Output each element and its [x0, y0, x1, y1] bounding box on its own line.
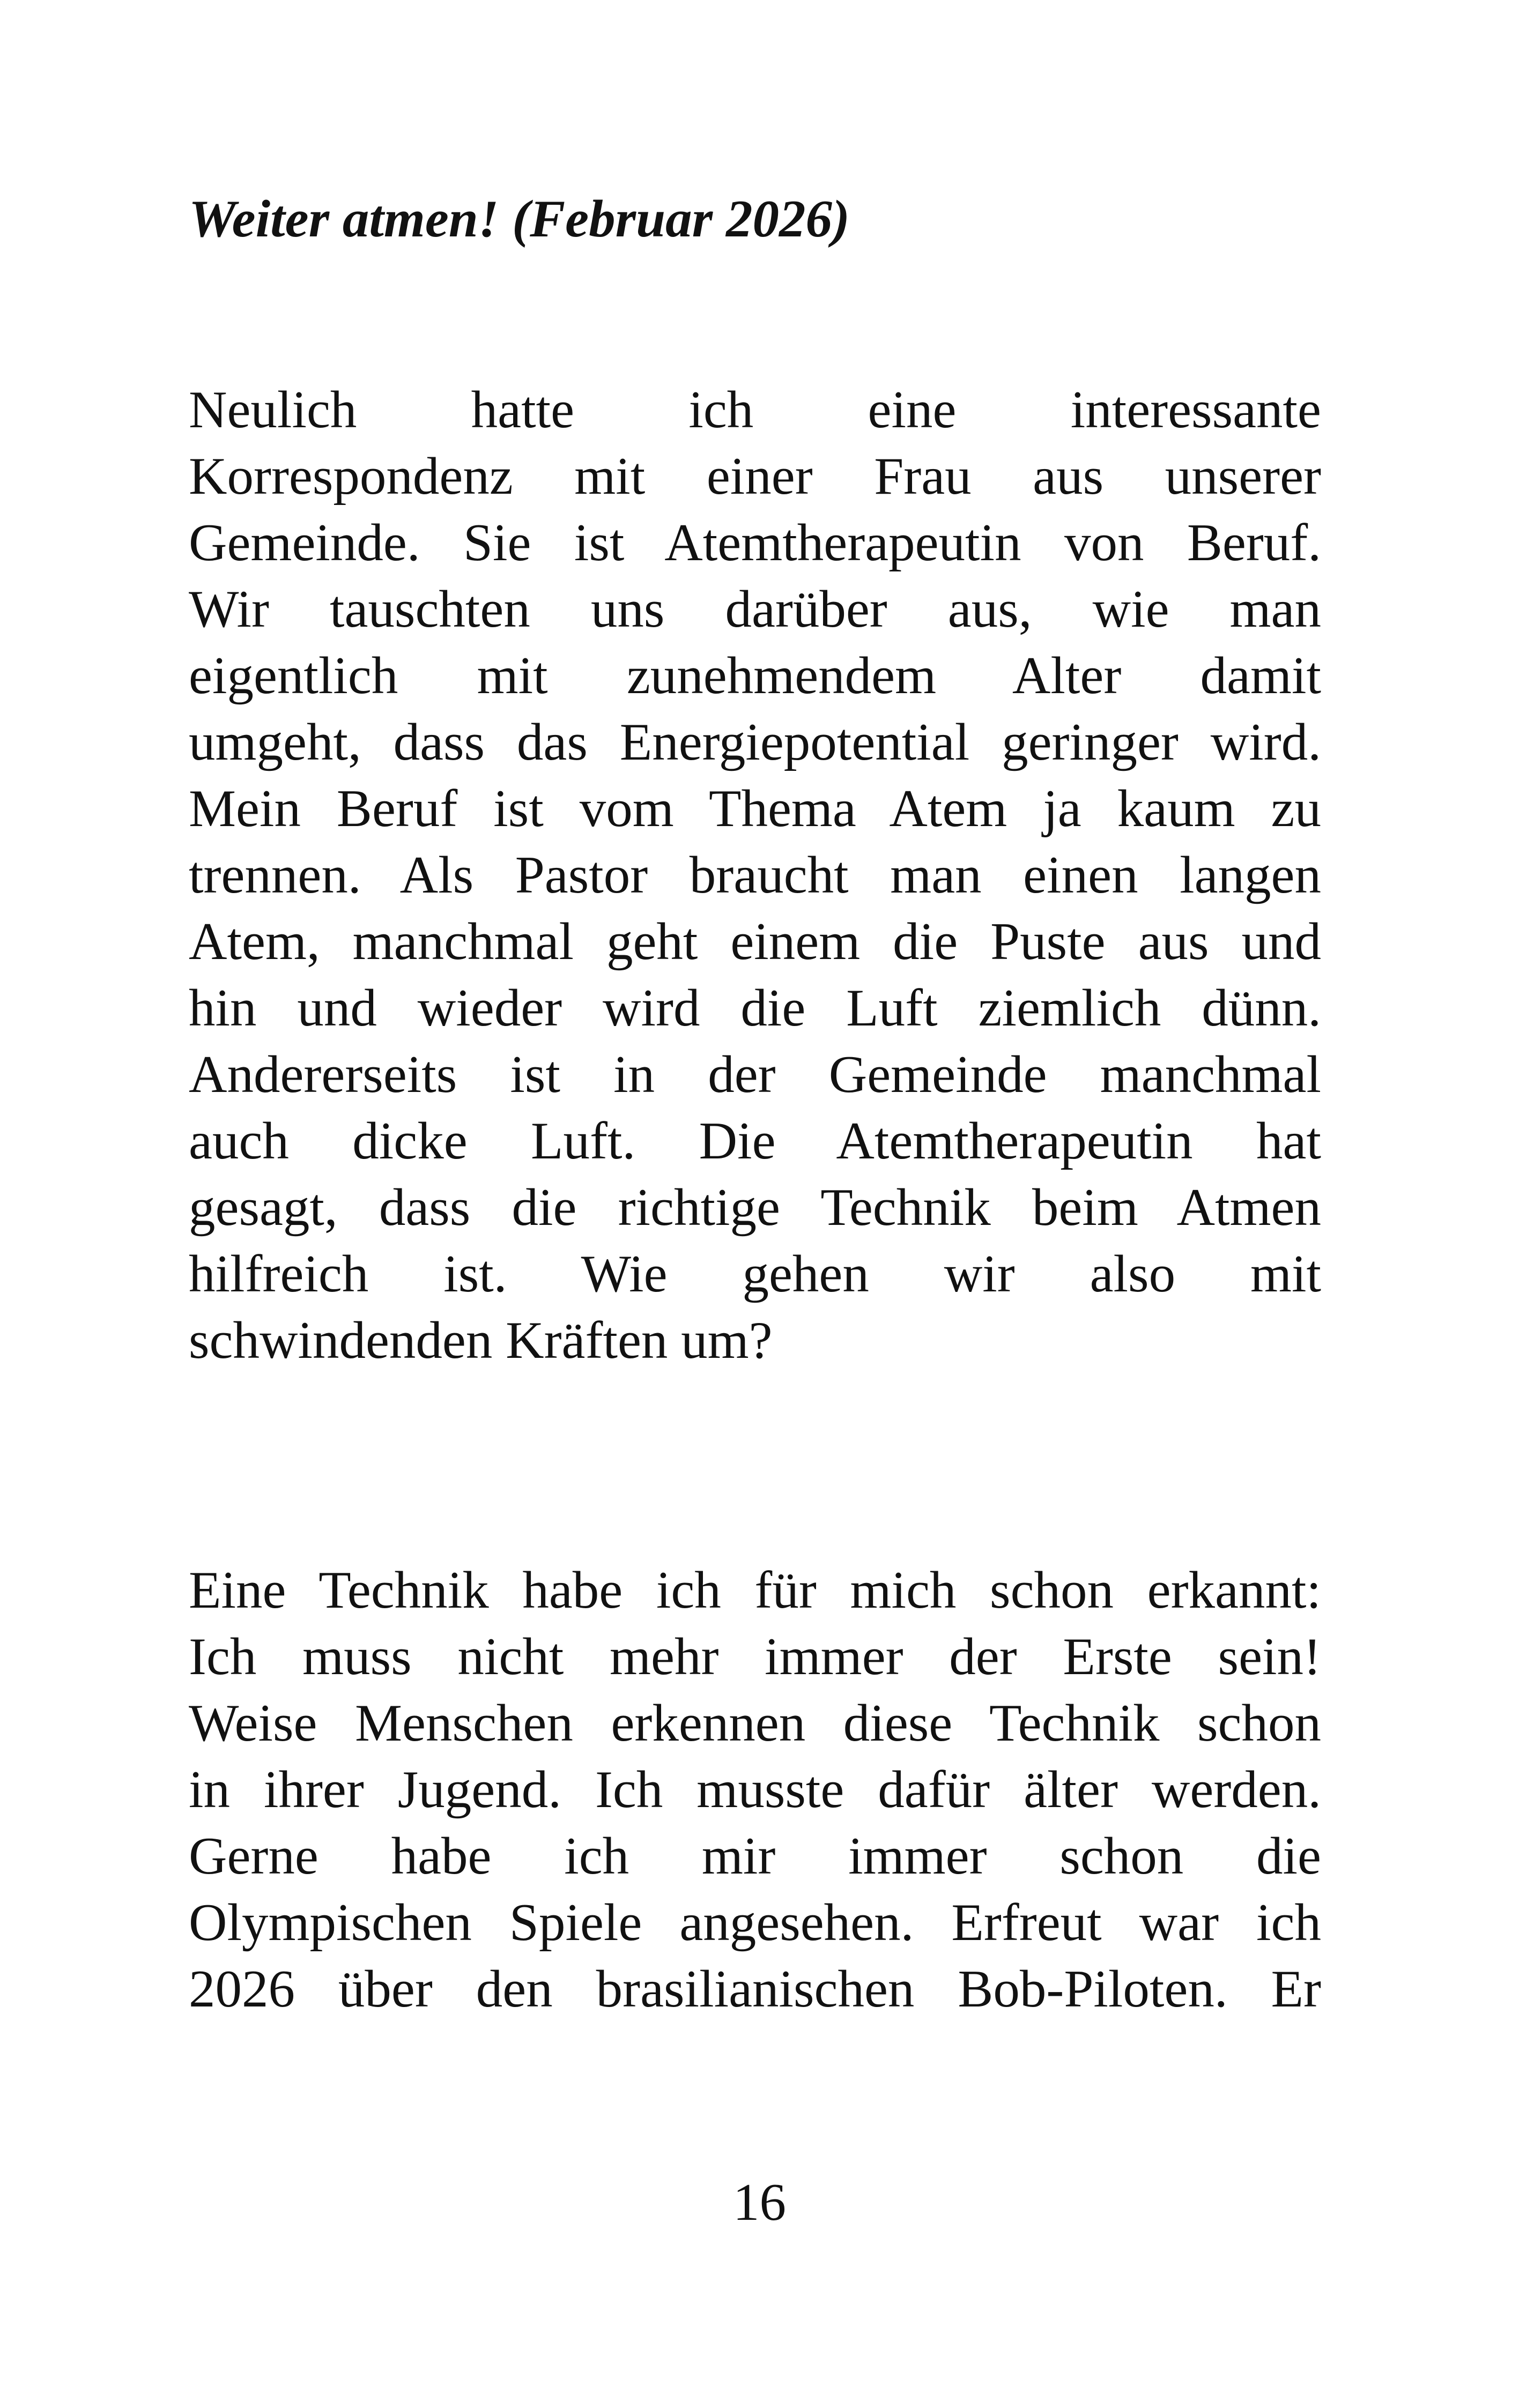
page-number: 16 — [733, 2173, 786, 2232]
paragraph-1 — [189, 377, 1321, 1374]
text-line: auch dicke Luft. Die Atemtherapeutin hat — [189, 1112, 1321, 1170]
text-line: Korrespondenz mit einer Frau aus unserer — [189, 447, 1321, 506]
text-line: hin und wieder wird die Luft ziemlich dünn. — [189, 979, 1321, 1037]
text-line: Andererseits ist in der Gemeinde manchmal — [189, 1045, 1321, 1104]
text-line: 2026 über den brasilianischen Bob-Piloten. Er — [189, 1960, 1321, 2018]
text-line: Gemeinde. Sie ist Atemtherapeutin von Beruf. — [189, 514, 1321, 572]
text-line: Olympischen Spiele angesehen. Erfreut war ich — [189, 1893, 1321, 1952]
text-line: in ihrer Jugend. Ich musste dafür älter werden. — [189, 1760, 1321, 1819]
text-line: Gerne habe ich mir immer schon die — [189, 1827, 1321, 1885]
text-line: Weise Menschen erkennen diese Technik schon — [189, 1694, 1321, 1752]
chapter-title: Weiter atmen! (Februar 2026) — [189, 190, 850, 248]
text-line: Mein Beruf ist vom Thema Atem ja kaum zu — [189, 779, 1321, 838]
text-line: gesagt, dass die richtige Technik beim Atmen — [189, 1178, 1321, 1237]
text-line: Ich muss nicht mehr immer der Erste sein! — [189, 1627, 1321, 1686]
text-line: Atem, manchmal geht einem die Puste aus und — [189, 912, 1321, 971]
text-line: hilfreich ist. Wie gehen wir also mit — [189, 1245, 1321, 1303]
text-line: eigentlich mit zunehmendem Alter damit — [189, 646, 1321, 705]
text-line: Eine Technik habe ich für mich schon erkannt: — [189, 1561, 1321, 1619]
text-line: schwindenden Kräften um? — [189, 1311, 773, 1370]
text-line: trennen. Als Pastor braucht man einen langen — [189, 846, 1321, 904]
paragraph-2 — [189, 1557, 1321, 2023]
text-line: Wir tauschten uns darüber aus, wie man — [189, 580, 1321, 638]
text-line: Neulich hatte ich eine interessante — [189, 381, 1321, 439]
text-line: umgeht, dass das Energiepotential geringer wird. — [189, 713, 1321, 771]
